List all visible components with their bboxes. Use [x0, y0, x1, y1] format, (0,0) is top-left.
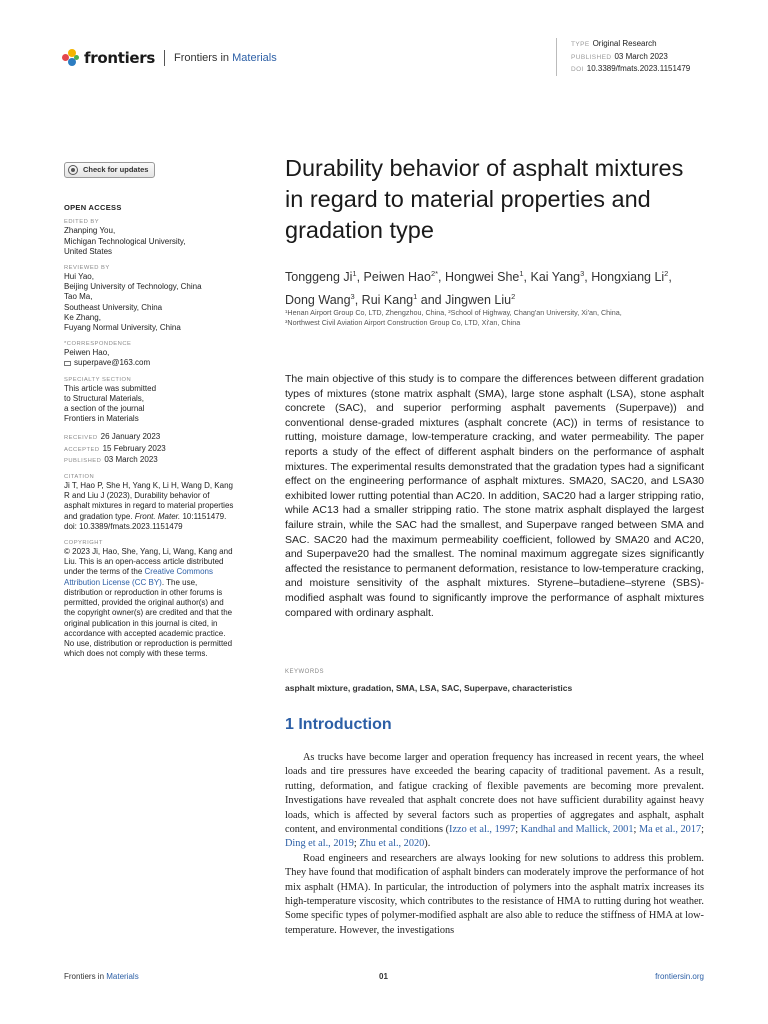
brand-name[interactable]: frontiers	[84, 49, 156, 67]
copyright-label: COPYRIGHT	[64, 540, 103, 547]
article-meta	[556, 38, 690, 76]
author[interactable]: Tonggeng Ji$^1$	[285, 269, 357, 285]
author[interactable]: Hongwei She$^1$	[445, 269, 524, 285]
accepted-date: ACCEPTED 15 February 2023	[64, 443, 166, 453]
citation-label: CITATION	[64, 474, 95, 481]
author[interactable]: Dong Wang$^3$	[285, 292, 355, 308]
header-divider	[164, 50, 165, 66]
article-doi[interactable]: DOI 10.3389/fmats.2023.1151479	[571, 64, 691, 73]
citation-link[interactable]: Izzo et al., 1997	[449, 824, 516, 836]
frontiers-logo-icon	[62, 49, 80, 67]
article-sidebar	[64, 162, 236, 659]
footer-site-link[interactable]: frontiersin.org	[655, 972, 704, 981]
specialty-label: SPECIALTY SECTION	[64, 376, 132, 383]
paragraph: As trucks have become larger and operation frequency has increased in recent years, the wheel loads and tire pressures have exceeded the bearing capacity of traditional pavement. As a result, rutting, deformation, and fatigue cracking of flexible pavements are becoming more prevalent. Investigations have revealed that asphalt concrete does not have sufficient durability against heavy loads, which is affected by several factors such as properties of aggregates and asphalt, asphalt content, and environmental conditions (Izzo et al., 1997; Kandhal and Mallick, 2001; Ma et al., 2017; Ding et al., 2019; Zhu et al., 2020).	[285, 752, 705, 850]
copyright-text: © 2023 Ji, Hao, She, Yang, Li, Wang, Kang and Liu. This is an open-access article distributed under the terms of the Creative Commons Attribution License (CC BY). The use, distribution or reproduction in other forums is permitted, provided the original author(s) and the copyright owner(s) are credited and that the original publication in this journal is cited, in accordance with accepted academic practice. No use, distribution or reproduction is permitted which does not comply with these terms.	[64, 547, 233, 659]
author[interactable]: Hongxiang Li$^2$	[591, 269, 669, 285]
edited-by-label: EDITED BY	[64, 219, 100, 226]
citation-link[interactable]: Kandhal and Mallick, 2001	[520, 824, 634, 836]
journal-name[interactable]: Frontiers in Materials	[174, 52, 277, 64]
author[interactable]: Rui Kang$^1$	[361, 292, 418, 308]
citation-link[interactable]: Ma et al., 2017	[638, 824, 702, 836]
correspondence-email[interactable]: superpave@163.com	[64, 358, 236, 368]
author[interactable]: Jingwen Liu$^2$	[445, 292, 516, 308]
cc-license-link[interactable]: Creative Commons Attribution License (CC BY)	[64, 567, 213, 587]
check-for-updates-button[interactable]: Check for updates	[64, 162, 155, 178]
article-title: Durability behavior of asphalt mixtures in regard to material properties and gradation type	[285, 155, 684, 243]
paragraph: Road engineers and researchers are always looking for new solutions to address this problem. They have found that modification of asphalt binders can moderately improve the performance of hot mix asphalt (HMA). In particular, the introduction of polymers into the asphalt matrix increases its high-temperature viscosity, which contributes to the resistance of HMA to rutting during hot weather. Some specific types of polymer-modified asphalt are also able to reduce the stiffness of HMA at low-temperature. However, the investigations	[285, 852, 704, 936]
dates	[64, 432, 236, 466]
reviewer-info: Hui Yao, Beijing University of Technology, China Tao Ma, Southeast University, China Ke Zhang, Fuyang Normal University, China	[64, 272, 202, 333]
citation-link[interactable]: Zhu et al., 2020	[359, 838, 425, 850]
editor-info: Zhanping You, Michigan Technological University, United States	[64, 226, 186, 256]
update-check-icon	[68, 165, 78, 175]
article-type: TYPE Original Research	[571, 39, 657, 48]
citation-text: Ji T, Hao P, She H, Yang K, Li H, Wang D, Kang R and Liu J (2023), Durability behavior of asphalt mixtures in regard to material properties and gradation type. Front. Mater. 10:1151479. doi: 10.3389/fmats.2023.1151479	[64, 481, 234, 531]
journal-header	[62, 46, 277, 70]
open-access-label: OPEN ACCESS	[64, 203, 122, 213]
abstract: The main objective of this study is to compare the differences between different gradation types of mixtures (stone matrix asphalt (SMA), large stone asphalt (LSA), stone asphalt concrete (SAC), and superior performing asphalt pavements (Superpave)) and conventional dense-graded mixtures (asphalt concrete (AC)) in terms of resistance to rutting, moisture damage, low-temperature cracking, and water permeability. The paper reports a study of the effect of different asphalt binders on the performance of asphalt mixtures. The experimental results demonstrated that the gradation types had a significant effect on the engineering performance of asphalt mixtures. SMA20, SAC20, and LSA30 exhibited lower rutting potential than AC20. In addition, SAC20 had a larger stripping ratio, while AC13 had a smaller stripping ratio. The stone matrix asphalt displayed the largest failure strain, while the SAC had the smallest, and Superpave ranged between SMA and SAC. SAC20 had the maximum permeability coefficient, followed by SMA20 and AC20, and Superpave20 had the smallest. The nominal maximum aggregate sizes significantly affected the resistance to permanent deformation, resistance to low-temperature cracking, and moisture sensitivity of the asphalt mixtures. Styrene–butadiene–styrene (SBS)-modified asphalt was found to significantly improve the performance of asphalt mixtures compared with ordinary asphalt.	[285, 373, 704, 619]
author-list: Tonggeng Ji$^1$, Peiwen Hao$^{2*}$, Hongwei She$^1$, Kai Yang$^3$, Hongxiang Li$^2$, Dong Wang$^3$, Rui Kang$^1$ and Jingwen Liu$^2$	[285, 269, 672, 308]
author[interactable]: Peiwen Hao$^{2*}$	[363, 269, 439, 285]
article-published: PUBLISHED 03 March 2023	[571, 51, 668, 61]
keywords-label: KEYWORDS	[285, 669, 325, 675]
footer-journal[interactable]: Frontiers in Materials	[64, 972, 139, 981]
published-date: PUBLISHED 03 March 2023	[64, 454, 158, 464]
correspondence-info: Peiwen Hao, superpave@163.com	[64, 348, 236, 368]
mail-icon	[64, 361, 71, 366]
reviewed-by-label: REVIEWED BY	[64, 265, 110, 272]
received-date: RECEIVED 26 January 2023	[64, 432, 161, 442]
correspondence-label: *CORRESPONDENCE	[64, 341, 132, 348]
citation-link[interactable]: Ding et al., 2019	[285, 838, 354, 850]
introduction-body	[285, 751, 704, 938]
affiliations: ¹Henan Airport Group Co, LTD, Zhengzhou, China, ²School of Highway, Chang'an University, Xi'an, China, ³Northwest Civil Aviation Airport Construction Group Co, LTD, Xi'an, China	[285, 308, 622, 327]
author[interactable]: Kai Yang$^3$	[530, 269, 585, 285]
specialty-info: This article was submitted to Structural Materials, a section of the journal Frontiers in Materials	[64, 383, 157, 424]
keywords: asphalt mixture, gradation, SMA, LSA, SAC, Superpave, characteristics	[285, 683, 573, 693]
section-heading-introduction: 1 Introduction	[285, 716, 392, 733]
page-number: 01	[379, 972, 388, 981]
